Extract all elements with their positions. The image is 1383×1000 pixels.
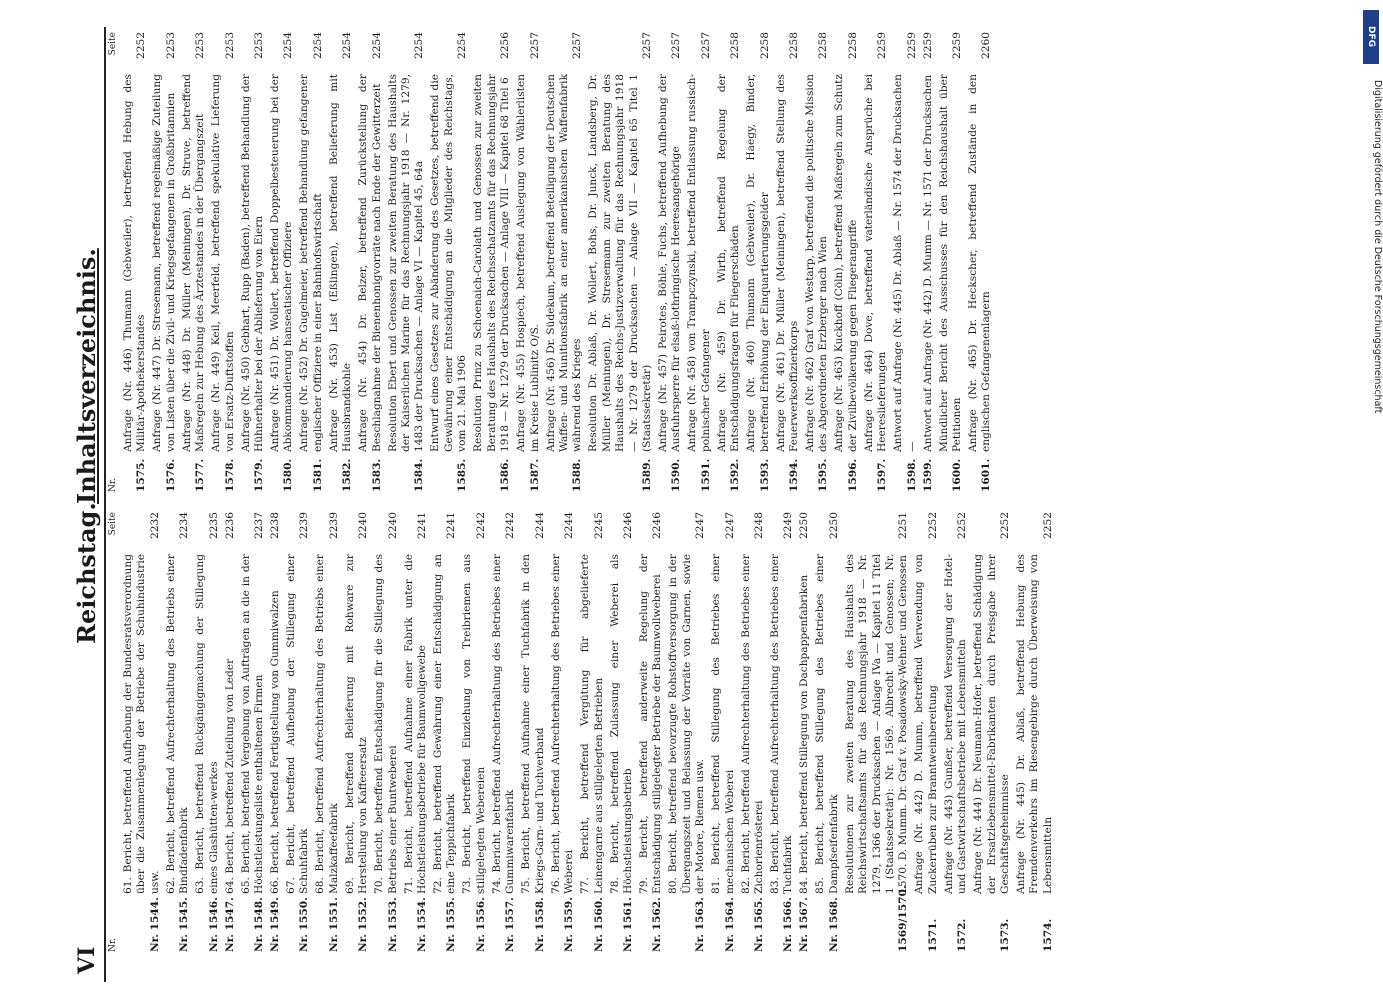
entry-number: Nr. 1547. bbox=[223, 897, 236, 952]
entry-number: Nr. 1562. bbox=[651, 897, 664, 952]
entry-page: 2234 bbox=[178, 512, 191, 539]
entry-page: 2237 bbox=[253, 512, 266, 539]
index-entry bbox=[550, 512, 577, 952]
entry-page: 2244 bbox=[563, 512, 576, 539]
entry-number: 1591. bbox=[699, 458, 712, 492]
entry-number: Nr. 1567. bbox=[798, 897, 811, 952]
entry-text: 84. Bericht, betreffend Stillegung von Dachpappenfabriken bbox=[798, 574, 811, 894]
entry-number: 1582. bbox=[341, 458, 354, 492]
index-entry bbox=[269, 512, 282, 952]
entry-text: 63. Bericht, betreffend Rückgängigmachung der Stillegung eines Glashütten-werkes bbox=[194, 554, 220, 894]
index-entry bbox=[224, 512, 237, 952]
index-entry bbox=[472, 32, 512, 492]
entry-page: 2254 bbox=[456, 32, 469, 59]
entry-page: 2252 bbox=[1041, 512, 1054, 539]
entry-number: 1586. bbox=[499, 458, 512, 492]
entry-number: 1571. bbox=[926, 918, 939, 952]
entry-text: Mündlicher Bericht des Ausschusses für den Reichshaushalt über Petitionen bbox=[937, 74, 963, 452]
index-entry bbox=[122, 32, 149, 492]
index-entry bbox=[432, 512, 459, 952]
entry-number: 1596. bbox=[846, 458, 859, 492]
left-entry-list bbox=[122, 512, 1055, 952]
entry-page: 2258 bbox=[817, 32, 830, 59]
entry-page: 2259 bbox=[921, 32, 934, 59]
index-entry bbox=[710, 512, 737, 952]
entry-number: 1576. bbox=[164, 458, 177, 492]
index-entry bbox=[686, 32, 713, 492]
entry-page: 2253 bbox=[223, 32, 236, 59]
entry-text: 78. Bericht, betreffend Zulassung einer Weberei als Höchstleistungsbetrieb bbox=[608, 554, 634, 894]
index-entry bbox=[314, 512, 341, 952]
entry-text: Anfrage (Nr. 448) Dr. Müller (Meiningen), Dr. Struve, betreffend Maßregeln zur Hebung des Ärztestandes in der Übergangszeit bbox=[180, 74, 207, 452]
entry-text: 76. Bericht, betreffend Aufrechterhaltung des Betriebes einer Weberei bbox=[549, 554, 576, 894]
entry-text: 77. Bericht, betreffend Vergütung für abgelieferte Leinengarne aus stillgelegten Betrieben bbox=[579, 554, 605, 894]
entry-page: 2241 bbox=[416, 512, 429, 539]
entry-number: 1588. bbox=[571, 458, 584, 492]
index-entry bbox=[210, 32, 237, 492]
entry-page: 2252 bbox=[926, 512, 939, 539]
entry-number: Nr. 1552. bbox=[357, 897, 370, 952]
entry-number: 1574. bbox=[1041, 918, 1054, 952]
page-subtitle: Inhaltsverzeichnis. bbox=[72, 248, 101, 504]
index-entry bbox=[943, 512, 970, 952]
entry-text: 66. Bericht, betreffend Fertigstellung von Gummiwalzen bbox=[269, 590, 282, 894]
entry-number: Nr. 1544. bbox=[148, 897, 161, 952]
entry-page: 2258 bbox=[729, 32, 742, 59]
entry-page: 2253 bbox=[253, 32, 266, 59]
index-entry bbox=[798, 512, 811, 952]
index-entry bbox=[667, 512, 707, 952]
funding-note: Digitalisierung gefördert durch die Deutsche Forschungsgemeinschaft bbox=[1372, 80, 1383, 414]
entry-text: Anfrage (Nr. 443) Gunßer, betreffend Versorgung der Hotel- und Gastwirtschaftsbetriebe mit Lebensmitteln bbox=[942, 554, 969, 894]
index-entry bbox=[769, 512, 796, 952]
entry-page: 2240 bbox=[357, 512, 370, 539]
entry-page: 2246 bbox=[621, 512, 634, 539]
entry-text: Anfrage (Nr. 464) Dove, betreffend vaterländische Ansprüche bei Heereslieferungen bbox=[862, 74, 889, 452]
entry-page: 2239 bbox=[327, 512, 340, 539]
index-entry bbox=[863, 32, 890, 492]
entry-text: Anfrage (Nr. 457) Peirotes, Böhle, Fuchs, betreffend Aufhebung der Ausfuhrsperre für elsaß-lothringische Heeresangehörige bbox=[656, 74, 683, 452]
entry-number: Nr. 1559. bbox=[563, 897, 576, 952]
entry-text: Anfrage (Nr. 462) Graf von Westarp, betreffend die politische Mission des Abgeordneten Erzberger nach Wien bbox=[803, 74, 830, 452]
entry-page: 2250 bbox=[827, 512, 840, 539]
entry-text: Anfrage (Nr. 450) Gebhart, Rupp (Baden), betreffend Behandlung der Hühnerhalter bei der Ablieferung von Eiern bbox=[239, 74, 266, 452]
entry-number: 1577. bbox=[194, 458, 207, 492]
entry-page: 2258 bbox=[758, 32, 771, 59]
header-rule bbox=[104, 27, 106, 982]
page-label: Seite bbox=[108, 32, 118, 56]
entry-page: 2257 bbox=[640, 32, 653, 59]
page-label: Seite bbox=[108, 512, 118, 536]
entry-text: Anfrage (Nr. 463) Kuckhoff (Cöln), betreffend Maßregeln zum Schutz der Zivilbevölkerung gegen Fliegerangriffe bbox=[833, 74, 859, 452]
index-entry bbox=[151, 32, 178, 492]
entry-page: 2245 bbox=[592, 512, 605, 539]
index-entry bbox=[387, 32, 427, 492]
entry-text: 82. Bericht, betreffend Aufrechterhaltung des Betriebes einer Zichorienrösterei bbox=[739, 554, 765, 894]
entry-page: 2252 bbox=[135, 32, 148, 59]
entry-text: 74. Bericht, betreffend Aufrechterhaltung des Betriebes einer Gummiwarenfabrik bbox=[490, 554, 517, 894]
entry-page: 2252 bbox=[999, 512, 1011, 539]
index-entry bbox=[491, 512, 518, 952]
entry-text: Anfrage (Nr. 454) Dr. Belzer, betreffend Zurückstellung der Beschlagnahme der Bienenhonigvorräte nach Ende der Gewitterzeit bbox=[357, 74, 383, 452]
index-entry bbox=[740, 512, 767, 952]
index-entry bbox=[429, 32, 469, 492]
entry-number: Nr. 1556. bbox=[474, 897, 487, 952]
index-entry bbox=[587, 32, 654, 492]
index-entry bbox=[745, 32, 772, 492]
entry-number: Nr. 1557. bbox=[504, 897, 517, 952]
entry-page: 2248 bbox=[752, 512, 765, 539]
entry-number: 1594. bbox=[787, 458, 800, 492]
page-header bbox=[72, 34, 102, 974]
index-entry bbox=[298, 32, 325, 492]
entry-number: 1578. bbox=[223, 458, 236, 492]
entry-text: 71. Bericht, betreffend Aufnahme einer Fabrik unter die Höchstleistungsbetriebe für Baumwollgewebe bbox=[402, 554, 429, 894]
entry-number: 1593. bbox=[758, 458, 771, 492]
entry-number: 1595. bbox=[817, 458, 830, 492]
entry-page: 2238 bbox=[269, 512, 282, 539]
index-entry bbox=[357, 32, 384, 492]
entry-text: Resolutionen zur zweiten Beratung des Haushalts des Reichswirtschaftsamts für das Rechnungsjahr 1918 — Nr. 1279, 1366 der Drucksachen — Anlage IVa — Kapitel 11 Titel 1 (Staatssekretär): Nr. 1569. Albrecht und Genossen; Nr. 1570. D. Mumm. Dr. Graf v. Posadowsky-Wehner und Genossen bbox=[843, 554, 910, 894]
entry-text: 69. Bericht, betreffend Belieferung mit Rohware zur Herstellung von Kaffeeersatz bbox=[343, 554, 370, 894]
entry-number: 1597. bbox=[876, 458, 889, 492]
entry-page: 2259 bbox=[951, 32, 963, 59]
entry-text: 79. Bericht, betreffend anderweite Regelung der Entschädigung stillgelegter Betriebe der Baumwollweberei bbox=[637, 554, 664, 894]
entry-text: Resolution Dr. Ablaß, Dr. Wollert, Bohs, Dr. Junck, Landsberg, Dr. Müller (Meiningen), Dr. Stresemann zur zweiten Beratung des Haushalts des Reichs-Justizverwaltung für das Rechnungsjahr 1918 — Nr. 1279 der Drucksachen — Anlage VII — Kapitel 65 Titel 1 (Staatssekretär) bbox=[587, 74, 653, 452]
index-entry bbox=[328, 32, 355, 492]
entry-text: 61. Bericht, betreffend Aufhebung der Bundesratsverordnung über die Zusammenlegung der Betriebe der Schuhindustrie usw. bbox=[122, 554, 161, 894]
entry-number: Nr. 1554. bbox=[416, 897, 429, 952]
entry-text: Anfrage (Nr. 458) von Trampczynski, betreffend Entlassung russisch-polnischer Gefangener bbox=[686, 74, 712, 452]
entry-text: Anfrage (Nr. 445) Dr. Ablaß, betreffend Hebung des Fremdenverkehrs im Riesengebirge durch Überweisung von Lebensmitteln bbox=[1015, 554, 1054, 894]
entry-page: 2246 bbox=[651, 512, 664, 539]
index-entry bbox=[373, 512, 400, 952]
rotated-index-page bbox=[72, 27, 1367, 982]
entry-page: 2252 bbox=[956, 512, 969, 539]
entry-page: 2259 bbox=[876, 32, 889, 59]
entry-text: Resolution Ebert und Genossen zur zweiten Beratung des Haushalts der Kaiserlichen Marine für das Rechnungsjahr 1918 — Nr. 1279, 1483 der Drucksachen — Anlage VI — Kapitel 45, 64a bbox=[386, 74, 426, 452]
entry-number: 1580. bbox=[282, 458, 295, 492]
entry-number: Nr. 1551. bbox=[327, 897, 340, 952]
entry-page: 2235 bbox=[207, 512, 220, 539]
entry-text: Anfrage (Nr. 453) List (Eßlingen), betreffend Belieferung mit Hausbrandkohle bbox=[327, 74, 354, 452]
entry-number: 1598. bbox=[905, 458, 918, 492]
page-number: VI bbox=[74, 946, 100, 974]
entry-page: 2256 bbox=[499, 32, 512, 59]
entry-page: 2254 bbox=[341, 32, 354, 59]
nr-label: Nr. bbox=[108, 937, 118, 952]
entry-number: Nr. 1546. bbox=[207, 897, 220, 952]
entry-number: Nr. 1565. bbox=[752, 897, 765, 952]
entry-text: Anfrage (Nr. 447) Dr. Stresemann, betreffend regelmäßige Zuteilung von Listen über die Zivil- und Kriegsgefangenen in Großbritannien bbox=[151, 74, 177, 452]
entry-text: Anfrage (Nr. 465) Dr. Heckscher, betreffend Zustände in den englischen Gefangenenlagern bbox=[967, 74, 993, 452]
index-entry bbox=[181, 32, 208, 492]
right-column bbox=[108, 32, 1367, 492]
entry-text: 85. Bericht, betreffend Stillegung des Betriebes einer Dampfseifenfabrik bbox=[814, 554, 840, 894]
entry-page: 2258 bbox=[846, 32, 859, 59]
entry-text: 72. Bericht, betreffend Gewährung einer Entschädigung an eine Teppichfabrik bbox=[432, 554, 458, 894]
index-entry bbox=[833, 32, 860, 492]
entry-text: 80. Bericht, betreffend bevorzugte Rohstoffversorgung in der Übergangszeit und Belassung der Vorräte von Garnen, sowie der Motore, Riemen usw. bbox=[667, 554, 707, 894]
index-entry bbox=[122, 512, 162, 952]
entry-text: 75. Bericht, betreffend Aufnahme einer Tuchfabrik in den Kriegs-Garn- und Tuchverband bbox=[520, 554, 546, 894]
entry-page: 2240 bbox=[386, 512, 399, 539]
index-entry bbox=[1015, 512, 1055, 952]
index-entry bbox=[972, 512, 1012, 952]
left-column-head bbox=[108, 512, 122, 952]
index-entry bbox=[804, 32, 831, 492]
entry-page: 2257 bbox=[670, 32, 683, 59]
index-entry bbox=[638, 512, 665, 952]
entry-page: 2241 bbox=[445, 512, 458, 539]
entry-text: Anfrage (Nr. 451) Dr. Wollert, betreffend Doppelbesteuerung bei der Abkommandierung hanseatischer Offiziere bbox=[269, 74, 295, 452]
entry-number: Nr. 1555. bbox=[445, 897, 458, 952]
index-entry bbox=[938, 32, 965, 492]
index-entry bbox=[240, 32, 267, 492]
entry-page: 2258 bbox=[787, 32, 800, 59]
entry-page: 2254 bbox=[282, 32, 295, 59]
index-entry bbox=[913, 512, 940, 952]
entry-number: 1584. bbox=[413, 458, 426, 492]
entry-text: Anfrage (Nr. 459) Dr. Wirth, betreffend Regelung der Entschädigungsfragen für Fliegerschäden bbox=[715, 74, 742, 452]
right-column-head bbox=[108, 32, 122, 492]
entry-text: 65. Bericht, betreffend Vergebung von Aufträgen an die in der Höchstleistungsliste enthaltenen Firmen bbox=[239, 554, 266, 894]
entry-number: 1575. bbox=[135, 458, 148, 492]
index-entry bbox=[775, 32, 802, 492]
index-entry bbox=[520, 512, 547, 952]
entry-page: 2253 bbox=[194, 32, 207, 59]
entry-page: 2247 bbox=[694, 512, 707, 539]
page-title: Reichstag. bbox=[72, 502, 101, 644]
entry-number: 1592. bbox=[729, 458, 742, 492]
entry-page: 2257 bbox=[571, 32, 584, 59]
entry-number: Nr. 1550. bbox=[298, 897, 311, 952]
index-entry bbox=[194, 512, 221, 952]
entry-number: 1589. bbox=[640, 458, 653, 492]
entry-number: 1573. bbox=[999, 918, 1011, 952]
entry-text: 73. Bericht, betreffend Einziehung von Treibriemen aus stillgelegten Webereien bbox=[461, 554, 487, 894]
entry-number: 1590. bbox=[670, 458, 683, 492]
entry-number: 1583. bbox=[370, 458, 383, 492]
entry-text: 67. Bericht, betreffend Aufhebung der Stillegung einer Schuhfabrik bbox=[285, 554, 311, 894]
index-entry bbox=[844, 512, 911, 952]
entry-page: 2242 bbox=[474, 512, 487, 539]
entry-page: 2257 bbox=[699, 32, 712, 59]
entry-text: 68. Bericht, betreffend Aufrechterhaltung des Betriebs einer Malzkaffeefabrik bbox=[314, 554, 340, 894]
entry-page: 2259 bbox=[905, 32, 918, 59]
entry-page: 2247 bbox=[723, 512, 736, 539]
index-entry bbox=[967, 32, 994, 492]
index-entry bbox=[609, 512, 636, 952]
entry-text: Antwort auf Anfrage (Nr. 442) D. Mumm — Nr. 1571 der Drucksachen bbox=[921, 74, 934, 452]
entry-text: Anfrage (Nr. 460) Thumann (Gebweiler), Dr. Haegy, Binder, betreffend Erhöhung der Einquartierungsgelder bbox=[745, 74, 771, 452]
entry-text: 83. Bericht, betreffend Aufrechterhaltung des Betriebes einer Tuchfabrik bbox=[768, 554, 795, 894]
entry-page: 2253 bbox=[164, 32, 177, 59]
digitization-sidebar bbox=[1360, 0, 1383, 1000]
entry-number: Nr. 1564. bbox=[723, 897, 736, 952]
entry-text: Entwurf eines Gesetzes zur Abänderung des Gesetzes, betreffend die Gewährung einer Entschädigung an die Mitglieder des Reichstags, vom 21. Mai 1906 bbox=[429, 74, 469, 452]
index-entry bbox=[545, 32, 585, 492]
index-entry bbox=[579, 512, 606, 952]
index-entry bbox=[240, 512, 267, 952]
entry-page: 2242 bbox=[504, 512, 517, 539]
entry-page: 2239 bbox=[298, 512, 311, 539]
entry-page: 2254 bbox=[370, 32, 383, 59]
entry-page: 2250 bbox=[798, 512, 811, 539]
index-entry bbox=[344, 512, 371, 952]
entry-page: 2249 bbox=[782, 512, 795, 539]
index-entry bbox=[285, 512, 312, 952]
entry-page: 2251 bbox=[897, 512, 910, 539]
index-entry bbox=[922, 32, 935, 492]
entry-text: 81. Bericht, betreffend Stillegung des Betriebes einer mechanischen Weberei bbox=[710, 554, 736, 894]
entry-page: 2254 bbox=[413, 32, 426, 59]
entry-number: 1600. bbox=[951, 458, 963, 492]
entry-text: 62. Bericht, betreffend Aufrechterhaltung des Betriebs einer Bindfadenfabrik bbox=[164, 554, 191, 894]
entry-number: Nr. 1561. bbox=[621, 897, 634, 952]
entry-page: 2236 bbox=[223, 512, 236, 539]
entry-number: 1579. bbox=[253, 458, 266, 492]
entry-number: 1569/1570. bbox=[897, 885, 910, 952]
entry-text: Resolution Prinz zu Schoenaich-Carolath und Genossen zur zweiten Beratung des Haushalts des Reichsschatzamts für das Rechnungsjahr 1918 — Nr. 1279 der Drucksachen — Anlage VIII — Kapitel 68 Titel 6 bbox=[472, 74, 512, 452]
dfg-logo: DFG bbox=[1363, 10, 1379, 64]
index-entry bbox=[814, 512, 841, 952]
index-entry bbox=[403, 512, 430, 952]
entry-number: 1585. bbox=[456, 458, 469, 492]
entry-text: Anfrage (Nr. 446) Thumann (Gebweiler), betreffend Hebung des Militär-Apothekerstandes bbox=[122, 74, 148, 452]
left-column bbox=[108, 512, 1367, 952]
index-entry bbox=[657, 32, 684, 492]
entry-page: 2232 bbox=[148, 512, 161, 539]
entry-number: 1601. bbox=[980, 458, 993, 492]
entry-text: Antwort auf Anfrage (Nr. 445) Dr. Ablaß — Nr. 1574 der Drucksachen — bbox=[892, 74, 918, 452]
entry-text: Anfrage (Nr. 442) D. Mumm, betreffend Verwendung von Zuckerrüben zur Branntweinbereitung bbox=[913, 554, 939, 894]
index-entry bbox=[716, 32, 743, 492]
entry-text: Anfrage (Nr. 456) Dr. Südekum, betreffend Beteiligung der Deutschen Waffen- und Munitionsfabrik an einer amerikanischen Waffenfabrik während des Krieges bbox=[544, 74, 584, 452]
entry-page: 2244 bbox=[533, 512, 546, 539]
index-entry bbox=[461, 512, 488, 952]
entry-number: Nr. 1568. bbox=[827, 897, 840, 952]
index-entry bbox=[515, 32, 542, 492]
index-entry bbox=[269, 32, 296, 492]
entry-number: Nr. 1563. bbox=[694, 897, 707, 952]
entry-text: Anfrage (Nr. 444) Dr. Neumann-Hofer, betreffend Schädigung der Ersatzlebensmittel-Fabrikanten durch Preisgabe ihrer Geschäftsgeheimnisse bbox=[972, 554, 1011, 894]
entry-number: Nr. 1560. bbox=[592, 897, 605, 952]
entry-text: 70. Bericht, betreffend Entschädigung für die Stillegung des Betriebs einer Buntweberei bbox=[373, 554, 399, 894]
entry-text: Anfrage (Nr. 461) Dr. Müller (Meiningen), betreffend Stellung des Feuerwerksoffizierkorps bbox=[774, 74, 800, 452]
index-entry bbox=[892, 32, 919, 492]
entry-number: Nr. 1548. bbox=[253, 897, 266, 952]
entry-number: Nr. 1558. bbox=[533, 897, 546, 952]
entry-number: 1581. bbox=[311, 458, 324, 492]
entry-text: 64. Bericht, betreffend Zuteilung von Leder bbox=[223, 658, 236, 894]
entry-number: 1572. bbox=[956, 918, 969, 952]
entry-number: 1599. bbox=[921, 458, 934, 492]
index-entry bbox=[165, 512, 192, 952]
entry-page: 2254 bbox=[311, 32, 324, 59]
entry-text: Anfrage (Nr. 452) Dr. Gugelmeier, betreffend Behandlung gefangener englischer Offiziere in einer Bahnhofswirtschaft bbox=[298, 74, 324, 452]
entry-number: Nr. 1566. bbox=[782, 897, 795, 952]
entry-text: Anfrage (Nr. 455) Hospiech, betreffend Auslegung von Wählerlisten im Kreise Lublinitz O/S. bbox=[515, 74, 541, 452]
nr-label: Nr. bbox=[108, 477, 118, 492]
entry-page: 2260 bbox=[980, 32, 993, 59]
entry-number: 1587. bbox=[528, 458, 541, 492]
entry-number: Nr. 1549. bbox=[269, 897, 282, 952]
entry-number: Nr. 1545. bbox=[178, 897, 191, 952]
entry-number: Nr. 1553. bbox=[386, 897, 399, 952]
entry-page: 2257 bbox=[528, 32, 541, 59]
right-entry-list bbox=[122, 32, 994, 492]
entry-text: Anfrage (Nr. 449) Keil, Meerfeld, betreffend spekulative Lieferung von Ersatz-Duftstoffen bbox=[210, 74, 236, 452]
